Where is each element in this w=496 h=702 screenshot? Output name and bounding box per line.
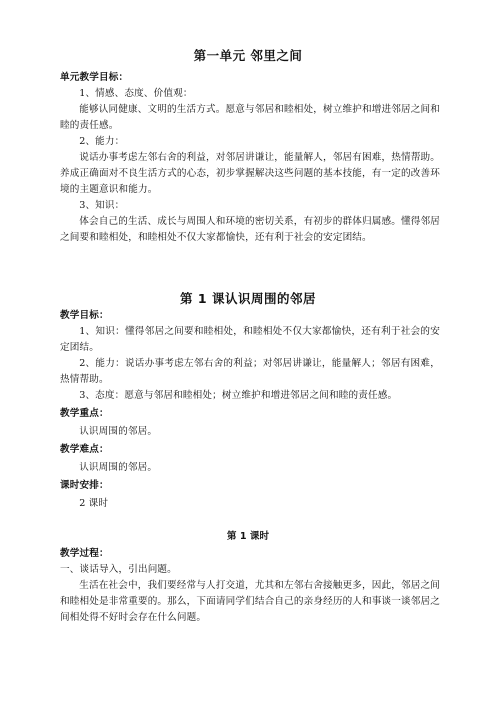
unit-item1-label: 1、情感、态度、价值观：	[79, 88, 193, 99]
unit-item2-text: 说话办事考虑左邻右舍的利益，对邻居讲谦让，能量解人，邻居有困难，热情帮助。养成正确面对不良生活方式的心态，初步掌握解决这些问题的基本技能，有一定的改善环境的主题意识和能力。	[60, 152, 441, 195]
process-heading: 教学过程：	[60, 548, 109, 559]
process-section	[60, 546, 440, 626]
difficulty-text: 认识周围的邻居。	[79, 462, 158, 473]
lesson-goal-heading: 教学目标：	[60, 310, 109, 321]
process-step-1: 一、谈话导入，引出问题。	[60, 564, 177, 575]
lesson-goal-3: 3、态度：愿意与邻居和睦相处；树立维护和增进邻居之间和睦的责任感。	[79, 390, 398, 401]
schedule-text: 2 课时	[79, 498, 109, 509]
period-title: 第 1 课时	[226, 531, 270, 542]
unit-goal-heading: 单元教学目标：	[60, 72, 129, 83]
process-text-1: 生活在社会中，我们要经常与人打交道，尤其和左邻右舍接触更多，因此，邻居之间和睦相处是非常重要的。那么，下面请同学们结合自己的亲身经历的人和事谈一谈邻居之间相处得不好时会存在什么问题。	[60, 580, 441, 623]
schedule-heading: 课时安排：	[60, 480, 109, 491]
unit-item3-label: 3、知识：	[79, 200, 125, 211]
lesson-goal-1: 1、知识：懂得邻居之间要和睦相处，和睦相处不仅大家都愉快，还有利于社会的安定团结。	[60, 326, 440, 353]
lesson-goals-section	[60, 308, 440, 512]
lesson-title: 第 1 课认识周围的邻居	[180, 291, 316, 306]
unit-item2-label: 2、能力：	[79, 136, 125, 147]
unit-title: 第一单元 邻里之间	[193, 48, 303, 63]
lesson-goal-2: 2、能力：说话办事考虑左邻右舍的利益；对邻居讲谦让，能量解人；邻居有困难，热情帮助。	[60, 358, 440, 385]
key-heading: 教学重点：	[60, 408, 109, 419]
key-text: 认识周围的邻居。	[79, 426, 158, 437]
unit-goals-section	[60, 70, 440, 246]
unit-item3-text: 体会自己的生活、成长与周围人和环境的密切关系，有初步的群体归属感。懂得邻居之间要和睦相处，和睦相处不仅大家都愉快，还有利于社会的安定团结。	[60, 216, 440, 243]
unit-item1-text: 能够认同健康、文明的生活方式。愿意与邻居和睦相处，树立维护和增进邻居之间和睦的责任感。	[60, 104, 440, 131]
difficulty-heading: 教学难点：	[60, 444, 109, 455]
